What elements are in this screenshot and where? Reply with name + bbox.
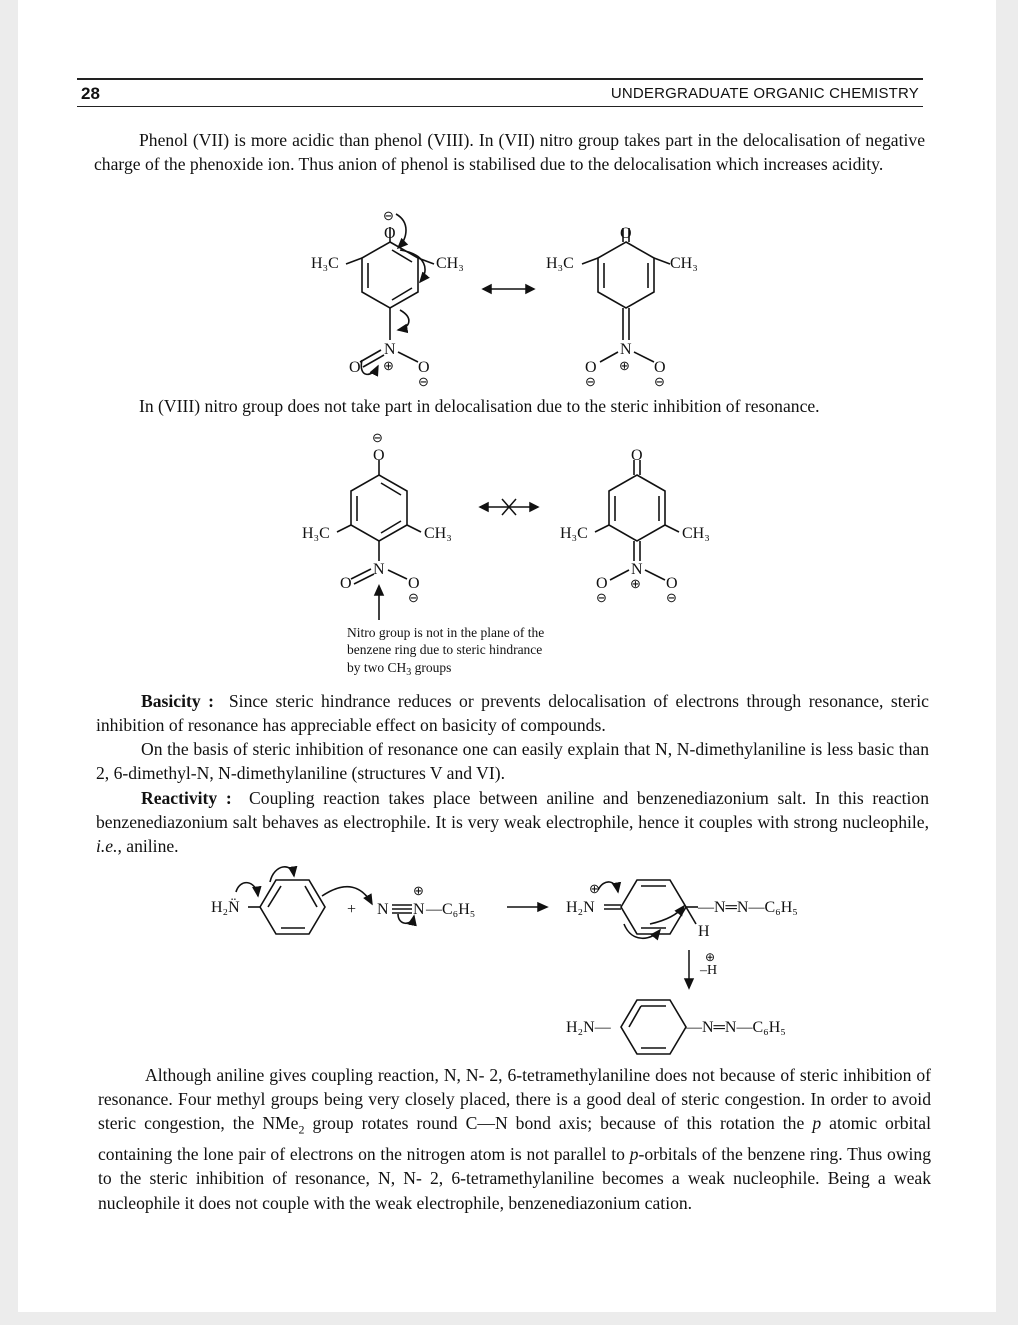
s1-right-o-right-charge: ⊖ — [654, 374, 665, 389]
final-text-1: Although aniline gives coupling reaction, N, N- 2, 6-tetramethylaniline does not because of steric inhibition of resonance. Four methyl groups being very closely placed, there is a good deal of steric congestion. In order to avoid steric congestion, the NMe — [98, 1065, 931, 1134]
s2-right-n-charge: ⊕ — [630, 576, 641, 591]
s2-left-n: N — [373, 561, 385, 578]
reactivity-label: Reactivity : — [141, 788, 232, 808]
paragraph-viii-text: In (VIII) nitro group does not take part in delocalisation due to the steric inhibition of resonance. — [139, 396, 820, 416]
s2-right-o-left: O — [596, 575, 608, 592]
s3-diazo-ph: —C₆H₅ — [426, 901, 476, 918]
final-sub: 2 — [298, 1122, 305, 1137]
s3-int-h2n: H₂N — [566, 899, 595, 916]
s1-left-n-charge: ⊕ — [383, 358, 394, 373]
final-text-4: -orbitals of the benzene ring. Thus owing to the steric inhibition of resonance, N, N- 2, 6-tetramethylaniline becomes a weak nucleophile. Being a weak nucleophile it does not couple with the weak electrophile, benzenediazonium cation. — [98, 1144, 931, 1213]
s2-left-o-right: O — [408, 575, 420, 592]
s2-right-o: O — [631, 447, 643, 464]
paragraph-phenol-acidity — [94, 128, 925, 176]
s1-left-n: N — [384, 341, 396, 358]
s2-left-o-charge: ⊖ — [372, 430, 383, 445]
s1-left-o-left: O — [349, 359, 361, 376]
final-p-orbital-2: p — [629, 1144, 639, 1165]
paragraph-reactivity — [96, 786, 929, 859]
final-p-orbital: p — [812, 1113, 822, 1134]
dimethylaniline-text: On the basis of steric inhibition of resonance one can easily explain that N, N-dimethylaniline is less basic than 2, 6-dimethyl-N, N-dimethylaniline (structures V and VI). — [96, 739, 929, 784]
paragraph-basicity — [96, 689, 929, 737]
s2-right-o-left-charge: ⊖ — [596, 590, 607, 605]
s2-right-ch3: CH₃ — [682, 525, 710, 542]
s2-left-o-left: O — [340, 575, 352, 592]
s1-right-o: O — [620, 225, 632, 242]
s3-loss-h: –H — [700, 963, 718, 978]
page-number: 28 — [81, 84, 100, 103]
reactivity-text-end: , aniline. — [117, 836, 179, 857]
s1-left-o-right-charge: ⊖ — [418, 374, 429, 389]
final-text-3: atomic orbital containing the lone pair of electrons on the nitrogen atom is not parallel to — [98, 1113, 931, 1165]
s1-left-o: O — [384, 225, 396, 242]
paragraph-phenol-acidity-text: Phenol (VII) is more acidic than phenol (VIII). In (VII) nitro group takes part in the delocalisation of negative charge of the phenoxide ion. Thus anion of phenol is stabilised due to the delocalisation which increases acidity. — [94, 130, 925, 175]
s3-loss-charge: ⊕ — [705, 950, 716, 964]
paragraph-viii — [139, 394, 929, 418]
running-header — [77, 78, 923, 107]
s1-right-o-left: O — [585, 359, 597, 376]
s1-right-ch3: CH₃ — [670, 255, 698, 272]
s2-note-line-3a: by two CH — [347, 660, 407, 675]
s1-left-h3c: H₃C — [311, 255, 339, 272]
s1-right-n-charge: ⊕ — [619, 358, 630, 373]
s2-right-o-right-charge: ⊖ — [666, 590, 677, 605]
s3-int-charge: ⊕ — [589, 881, 600, 896]
s1-right-h3c: H₃C — [546, 255, 574, 272]
reactivity-ie: i.e. — [96, 836, 118, 857]
s2-note-line-3-sub: 3 — [406, 667, 412, 678]
s1-left-ch3: CH₃ — [436, 255, 464, 272]
s1-left-o-charge: ⊖ — [383, 208, 394, 223]
s1-right-o-right: O — [654, 359, 666, 376]
s2-note-line-2: benzene ring due to steric hindrance — [347, 642, 543, 657]
basicity-label: Basicity : — [141, 691, 214, 711]
s2-left-h3c: H₃C — [302, 525, 330, 542]
s1-left-o-right: O — [418, 359, 430, 376]
s3-aniline-label: H₂N̈ — [211, 899, 240, 916]
s2-right-n: N — [631, 561, 643, 578]
s2-left-ch3: CH₃ — [424, 525, 452, 542]
running-title: UNDERGRADUATE ORGANIC CHEMISTRY — [610, 85, 919, 102]
s3-diazo-n1: N — [377, 901, 389, 918]
paragraph-dimethylaniline — [96, 737, 929, 785]
s2-note-line-1: Nitro group is not in the plane of the — [347, 625, 545, 640]
s3-plus-sign: + — [347, 901, 357, 918]
paragraph-tetramethylaniline — [98, 1063, 931, 1215]
s1-right-o-left-charge: ⊖ — [585, 374, 596, 389]
s3-prod-h2n: H₂N— — [566, 1019, 611, 1036]
s3-diazo-charge: ⊕ — [413, 883, 424, 898]
s3-int-azo: —N═N—C₆H₅ — [698, 899, 798, 916]
s3-diazo-n2: N — [413, 901, 425, 918]
s2-note-line-3b: groups — [411, 660, 452, 675]
reactivity-text: Coupling reaction takes place between aniline and benzenediazonium salt. In this reaction benzenediazonium salt behaves as electrophile. It is very weak electrophile, hence it couples with strong nucleophile, — [96, 788, 930, 833]
s1-right-n: N — [620, 341, 632, 358]
s2-right-h3c: H₃C — [560, 525, 588, 542]
s2-right-o-right: O — [666, 575, 678, 592]
final-text-2: group rotates round C—N bond axis; because of this rotation the — [304, 1113, 813, 1134]
s2-left-o-right-charge: ⊖ — [408, 590, 419, 605]
basicity-text: Since steric hindrance reduces or prevents delocalisation of electrons through resonance, steric inhibition of resonance has appreciable effect on basicity of compounds. — [96, 691, 929, 736]
s3-int-h: H — [698, 923, 710, 940]
s2-left-o: O — [373, 447, 385, 464]
s3-prod-azo: —N═N—C₆H₅ — [686, 1019, 786, 1036]
